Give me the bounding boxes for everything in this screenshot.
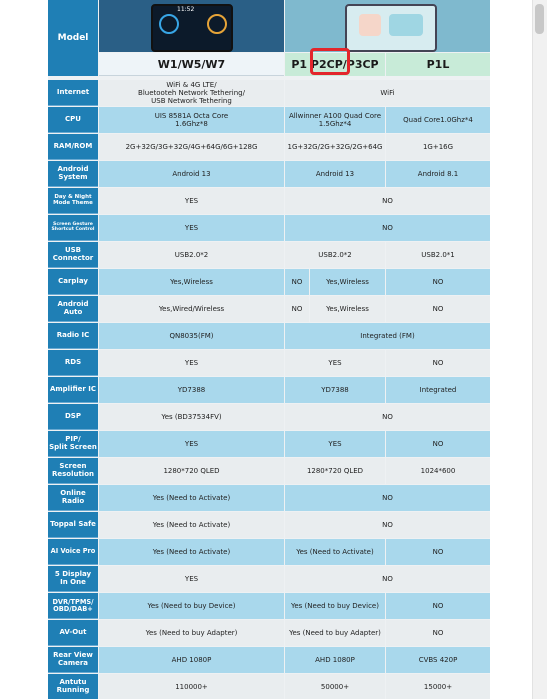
p1l-value: NO — [386, 539, 490, 565]
p-series-value: 1G+32G/2G+32G/2G+64G — [285, 134, 385, 160]
spec-row — [48, 215, 490, 241]
row-label: Carplay — [48, 269, 98, 295]
row-label: Antutu Running — [48, 674, 98, 699]
p1-value: NO — [285, 269, 309, 295]
row-label: Screen Resolution — [48, 458, 98, 484]
p1l-value: NO — [386, 350, 490, 376]
row-label: DVR/TPMS/ OBD/DAB+ — [48, 593, 98, 619]
row-label: PIP/ Split Screen — [48, 431, 98, 457]
p-series-value: NO — [285, 566, 490, 592]
row-label: Toppal Safe — [48, 512, 98, 538]
spec-row — [48, 242, 490, 268]
spec-row — [48, 512, 490, 538]
p2cp-p3cp-value: Yes,Wireless — [310, 296, 385, 322]
p1l-value: NO — [386, 593, 490, 619]
row-label: USB Connector — [48, 242, 98, 268]
p-series-value: YES — [285, 431, 385, 457]
w-series-value: UIS 8581A Octa Core 1.6Ghz*8 — [99, 107, 284, 133]
row-label: Day & Night Mode Theme — [48, 188, 98, 214]
w-series-value: YES — [99, 215, 284, 241]
spec-row — [48, 377, 490, 403]
w-series-value: YES — [99, 350, 284, 376]
spec-row — [48, 593, 490, 619]
p-series-product-image — [285, 0, 490, 52]
w-series-value: WiFi & 4G LTE/ Bluetooteh Network Tethering/ USB Network Tethering — [99, 80, 284, 106]
spec-row — [48, 404, 490, 430]
spec-row — [48, 188, 490, 214]
p1l-value: NO — [386, 431, 490, 457]
p-series-value: USB2.0*2 — [285, 242, 385, 268]
p-series-value: NO — [285, 485, 490, 511]
p-series-value: 50000+ — [285, 674, 385, 699]
w-series-value: Yes,Wired/Wireless — [99, 296, 284, 322]
p-series-value: NO — [285, 188, 490, 214]
row-label: Internet — [48, 80, 98, 106]
spec-row — [48, 269, 490, 295]
w-series-value: Yes (Need to buy Device) — [99, 593, 284, 619]
w-series-model-name: W1/W5/W7 — [99, 53, 284, 76]
device-clock: 11:52 — [177, 6, 195, 13]
w-series-value: Android 13 — [99, 161, 284, 187]
spec-row — [48, 566, 490, 592]
p1l-value: NO — [386, 269, 490, 295]
p1l-value: 1024*600 — [386, 458, 490, 484]
p1l-value: CVBS 420P — [386, 647, 490, 673]
row-label: 5 Display In One — [48, 566, 98, 592]
w-series-value: YES — [99, 566, 284, 592]
w-series-value: Yes (BD37534FV) — [99, 404, 284, 430]
row-label: Android System — [48, 161, 98, 187]
w-series-value: Yes (Need to Activate) — [99, 539, 284, 565]
w-series-value: Yes (Need to buy Adapter) — [99, 620, 284, 646]
p-series-value: Yes (Need to buy Adapter) — [285, 620, 385, 646]
w-series-value: Yes,Wireless — [99, 269, 284, 295]
spec-row — [48, 161, 490, 187]
row-label: AI Voice Pro — [48, 539, 98, 565]
row-label: AV-Out — [48, 620, 98, 646]
p1l-value: Android 8.1 — [386, 161, 490, 187]
p1l-value: 15000+ — [386, 674, 490, 699]
spec-row — [48, 107, 490, 133]
p-series-value: YES — [285, 350, 385, 376]
p-series-value: NO — [285, 512, 490, 538]
row-label: RDS — [48, 350, 98, 376]
w-series-value: QN8035(FM) — [99, 323, 284, 349]
p-series-value: AHD 1080P — [285, 647, 385, 673]
spec-row — [48, 620, 490, 646]
p-series-value: WiFi — [285, 80, 490, 106]
row-label: Radio IC — [48, 323, 98, 349]
p-series-value: Allwinner A100 Quad Core 1.5Ghz*4 — [285, 107, 385, 133]
w-series-value: Yes (Need to Activate) — [99, 512, 284, 538]
p1l-value: Integrated — [386, 377, 490, 403]
p-series-value: Android 13 — [285, 161, 385, 187]
row-label: Amplifier IC — [48, 377, 98, 403]
p-series-value: Integrated (FM) — [285, 323, 490, 349]
row-label: DSP — [48, 404, 98, 430]
scrollbar-thumb[interactable] — [535, 4, 544, 34]
comparison-sheet — [48, 0, 490, 699]
row-label: Rear View Camera — [48, 647, 98, 673]
p-series-model-name: P1 P2CP/P3CP — [285, 53, 385, 76]
spec-row — [48, 539, 490, 565]
row-label: CPU — [48, 107, 98, 133]
spec-row — [48, 80, 490, 106]
w-series-product-image — [99, 0, 284, 52]
row-label: Screen Gesture Shortcut Control — [48, 215, 98, 241]
p1l-value: 1G+16G — [386, 134, 490, 160]
w-series-value: AHD 1080P — [99, 647, 284, 673]
spec-row — [48, 458, 490, 484]
p1l-value: NO — [386, 620, 490, 646]
p1l-value: USB2.0*1 — [386, 242, 490, 268]
p-series-value: Yes (Need to Activate) — [285, 539, 385, 565]
spec-row — [48, 647, 490, 673]
w-series-value: USB2.0*2 — [99, 242, 284, 268]
p1-value: NO — [285, 296, 309, 322]
model-label: Model — [48, 0, 98, 76]
p-series-value: NO — [285, 215, 490, 241]
p1l-value: Quad Core1.0Ghz*4 — [386, 107, 490, 133]
spec-row — [48, 674, 490, 699]
spec-row — [48, 296, 490, 322]
row-label: Online Radio — [48, 485, 98, 511]
p-series-value: NO — [285, 404, 490, 430]
w-series-value: 2G+32G/3G+32G/4G+64G/6G+128G — [99, 134, 284, 160]
spec-row — [48, 350, 490, 376]
spec-row — [48, 134, 490, 160]
p-series-value: 1280*720 QLED — [285, 458, 385, 484]
w-series-value: 1280*720 QLED — [99, 458, 284, 484]
row-label: Android Auto — [48, 296, 98, 322]
w-series-value: YD7388 — [99, 377, 284, 403]
w-series-value: YES — [99, 188, 284, 214]
p-series-value: YD7388 — [285, 377, 385, 403]
page-scrollbar[interactable] — [532, 0, 547, 699]
w-series-value: YES — [99, 431, 284, 457]
w-series-value: 110000+ — [99, 674, 284, 699]
p1l-value: NO — [386, 296, 490, 322]
spec-row — [48, 485, 490, 511]
p2cp-p3cp-value: Yes,Wireless — [310, 269, 385, 295]
p-series-value: Yes (Need to buy Device) — [285, 593, 385, 619]
p1l-model-name: P1L — [386, 53, 490, 76]
spec-row — [48, 431, 490, 457]
row-label: RAM/ROM — [48, 134, 98, 160]
spec-row — [48, 323, 490, 349]
w-series-value: Yes (Need to Activate) — [99, 485, 284, 511]
